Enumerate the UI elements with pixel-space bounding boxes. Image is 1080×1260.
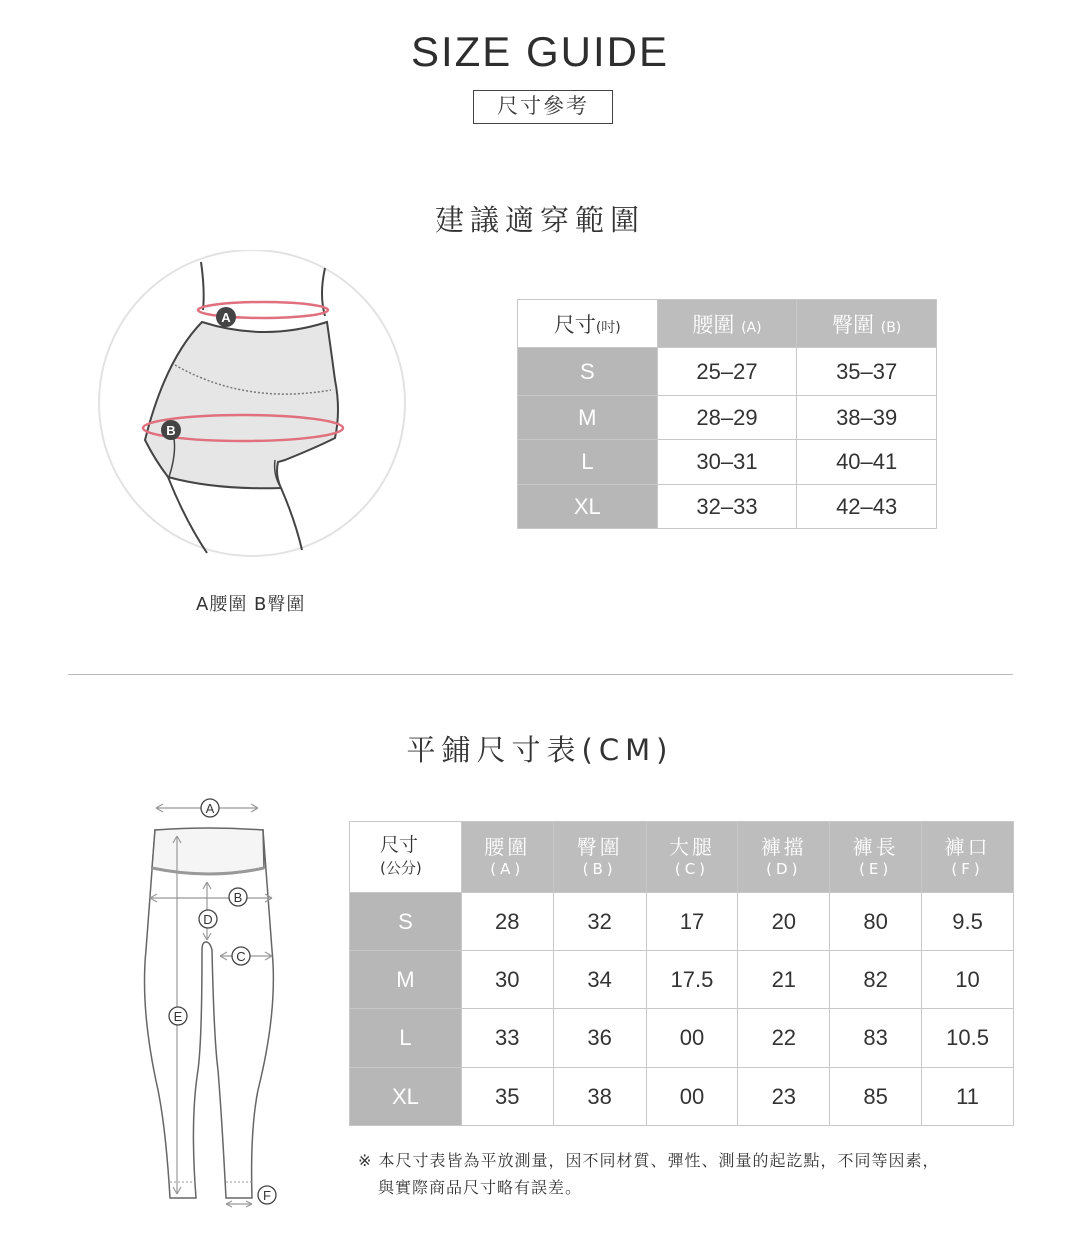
- leggings-diagram: [140, 790, 290, 1215]
- marker-c: [232, 947, 250, 965]
- table-cell: 20: [738, 893, 830, 951]
- row-size-label: XL: [350, 1068, 462, 1126]
- svg-text:E: E: [173, 1009, 183, 1024]
- table-cell: 42–43: [797, 485, 937, 529]
- table-cell: 36: [553, 1009, 646, 1068]
- table-corner-cell: 尺寸(吋): [518, 300, 658, 348]
- marker-b: [229, 888, 247, 906]
- table-cell: 10: [922, 951, 1014, 1009]
- column-header-length: 褲長 (E): [830, 822, 922, 893]
- table-row: [518, 485, 937, 529]
- column-header-hem: 褲口 (F): [922, 822, 1014, 893]
- table-cell: 23: [738, 1068, 830, 1126]
- table-cell: 28: [461, 893, 553, 951]
- note-line-1: ※ 本尺寸表皆為平放測量，因不同材質、彈性、測量的起訖點，不同等因素，: [358, 1151, 940, 1170]
- table-cell: 00: [646, 1068, 738, 1126]
- row-size-label: S: [350, 893, 462, 951]
- marker-a: [201, 799, 219, 817]
- table-cell: 10.5: [922, 1009, 1014, 1068]
- table-cell: 21: [738, 951, 830, 1009]
- table-cell: 80: [830, 893, 922, 951]
- table-cell: 40–41: [797, 440, 937, 485]
- table-cell: 38: [553, 1068, 646, 1126]
- table-cell: 33: [461, 1009, 553, 1068]
- marker-d: [199, 910, 217, 928]
- row-size-label: M: [518, 396, 658, 440]
- table-cell: 85: [830, 1068, 922, 1126]
- table-cell: 35: [461, 1068, 553, 1126]
- svg-text:B: B: [166, 423, 176, 438]
- svg-text:A: A: [205, 801, 215, 816]
- table-cell: 32–33: [657, 485, 797, 529]
- table-row: [350, 951, 1014, 1009]
- svg-text:C: C: [236, 949, 246, 964]
- table-cell: 34: [553, 951, 646, 1009]
- column-header-hip: 臀圍 (B): [553, 822, 646, 893]
- table-cell: 17: [646, 893, 738, 951]
- table-corner-cell: 尺寸 (公分): [350, 822, 462, 893]
- row-size-label: L: [518, 440, 658, 485]
- fit-section-title: 建議適穿範圍: [434, 203, 645, 237]
- table-row: [350, 893, 1014, 951]
- table-cell: 38–39: [797, 396, 937, 440]
- table-cell: 30–31: [657, 440, 797, 485]
- table-cell: 82: [830, 951, 922, 1009]
- table-row: [518, 440, 937, 485]
- table-cell: 83: [830, 1009, 922, 1068]
- table-cell: 9.5: [922, 893, 1014, 951]
- table-row: [518, 396, 937, 440]
- section-divider: [68, 674, 1013, 675]
- table-cell: 32: [553, 893, 646, 951]
- svg-text:F: F: [263, 1188, 271, 1203]
- column-header-thigh: 大腿 (C): [646, 822, 738, 893]
- column-header-waist: 腰圍 (A): [657, 300, 797, 348]
- svg-text:A: A: [221, 310, 231, 325]
- hip-diagram: [95, 250, 415, 565]
- table-cell: 35–37: [797, 348, 937, 396]
- column-header-rise: 褲擋 (D): [738, 822, 830, 893]
- row-size-label: L: [350, 1009, 462, 1068]
- table-cell: 17.5: [646, 951, 738, 1009]
- marker-e: [169, 1007, 187, 1025]
- flat-size-table: [349, 821, 1014, 1126]
- svg-text:D: D: [203, 912, 213, 927]
- row-size-label: S: [518, 348, 658, 396]
- table-cell: 25–27: [657, 348, 797, 396]
- marker-b: [161, 420, 181, 440]
- column-header-waist: 腰圍 (A): [461, 822, 553, 893]
- table-row: [350, 1009, 1014, 1068]
- table-row: [350, 1068, 1014, 1126]
- flat-section-title: 平鋪尺寸表(CM): [406, 733, 674, 767]
- row-size-label: M: [350, 951, 462, 1009]
- table-cell: 11: [922, 1068, 1014, 1126]
- table-cell: 00: [646, 1009, 738, 1068]
- fit-diagram-caption: A腰圍 B臀圍: [196, 594, 306, 615]
- table-cell: 22: [738, 1009, 830, 1068]
- measurement-note: [358, 1147, 940, 1201]
- fit-size-table: [517, 299, 937, 529]
- note-line-2: 與實際商品尺寸略有誤差。: [378, 1178, 583, 1197]
- svg-text:B: B: [233, 890, 243, 905]
- marker-a: [216, 307, 236, 327]
- table-cell: 30: [461, 951, 553, 1009]
- page-subtitle: 尺寸參考: [473, 90, 613, 124]
- table-cell: 28–29: [657, 396, 797, 440]
- column-header-hip: 臀圍 (B): [797, 300, 937, 348]
- row-size-label: XL: [518, 485, 658, 529]
- marker-f: [258, 1186, 276, 1204]
- page-title: SIZE GUIDE: [410, 28, 670, 75]
- table-row: [518, 348, 937, 396]
